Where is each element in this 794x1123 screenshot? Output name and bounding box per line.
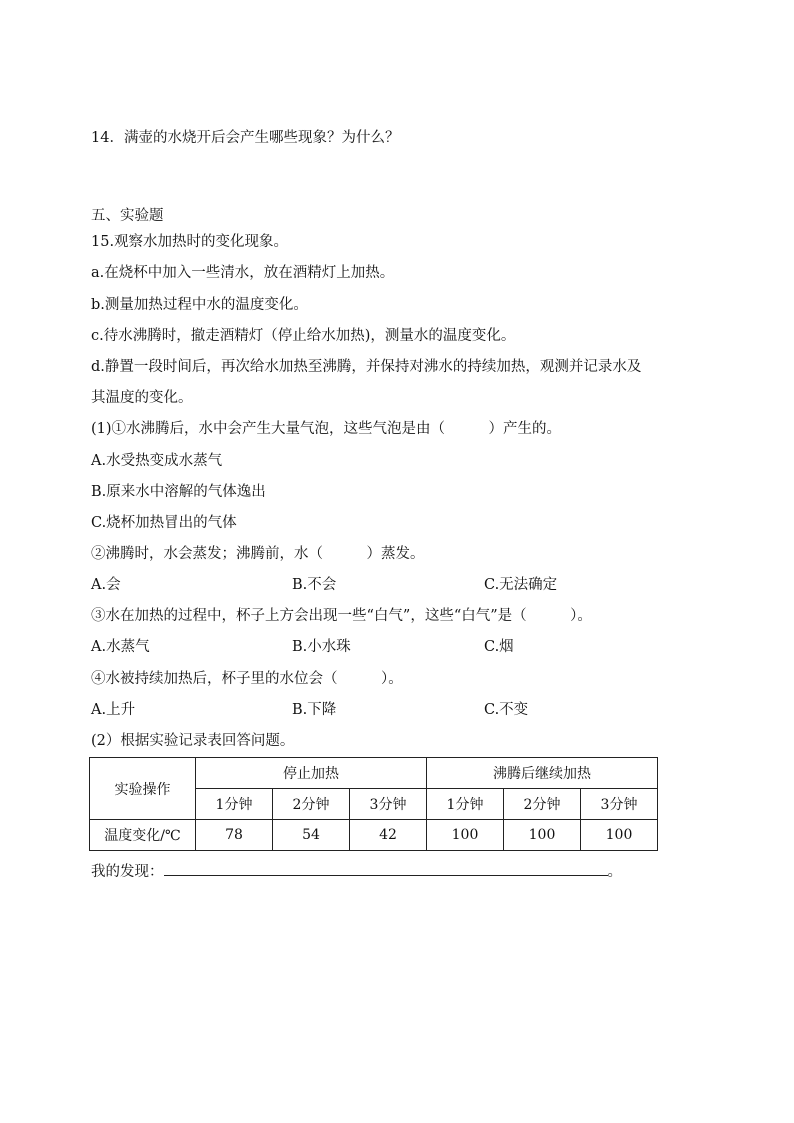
option-a: A.水蒸气 bbox=[91, 639, 150, 655]
table-time: 2分钟 bbox=[504, 789, 581, 820]
step-b: b.测量加热过程中水的温度变化。 bbox=[91, 297, 308, 313]
section-title: 五、实验题 bbox=[91, 208, 164, 224]
option-b: B.小水珠 bbox=[292, 639, 351, 655]
finding-end: 。 bbox=[607, 864, 622, 880]
option-a: A.上升 bbox=[91, 702, 136, 718]
table-value: 42 bbox=[350, 820, 427, 851]
step-d-cont: 其温度的变化。 bbox=[91, 390, 193, 406]
step-c: c.待水沸腾时，撤走酒精灯（停止给水加热)，测量水的温度变化。 bbox=[91, 328, 516, 344]
table-group-continue: 沸腾后继续加热 bbox=[427, 758, 658, 789]
table-time: 1分钟 bbox=[427, 789, 504, 820]
question-15-title: 15.观察水加热时的变化现象。 bbox=[91, 234, 289, 250]
table-value: 78 bbox=[196, 820, 273, 851]
sub-question-3: ③水在加热的过程中，杯子上方会出现一些“白气”，这些“白气”是（ ）。 bbox=[91, 608, 592, 624]
finding-answer-blank[interactable] bbox=[164, 860, 608, 876]
option-b: B.不会 bbox=[292, 577, 337, 593]
sub-q4-options bbox=[91, 700, 691, 720]
option-a: A.会 bbox=[91, 577, 121, 593]
sub-q3-options bbox=[91, 637, 691, 657]
finding-label: 我的发现： bbox=[91, 864, 164, 880]
step-d: d.静置一段时间后，再次给水加热至沸腾，并保持对沸水的持续加热，观测并记录水及 bbox=[91, 359, 642, 375]
question-14: 14．满壶的水烧开后会产生哪些现象？为什么？ bbox=[91, 130, 400, 146]
sub-q1-option-c: C.烧杯加热冒出的气体 bbox=[91, 515, 237, 531]
option-c: C.无法确定 bbox=[484, 577, 558, 593]
table-time: 3分钟 bbox=[581, 789, 658, 820]
table-value: 100 bbox=[427, 820, 504, 851]
sub-q1-option-a: A.水受热变成水蒸气 bbox=[91, 453, 223, 469]
sub-question-4: ④水被持续加热后，杯子里的水位会（ ）。 bbox=[91, 671, 403, 687]
sub-question-1: (1)①水沸腾后，水中会产生大量气泡，这些气泡是由（ ）产生的。 bbox=[91, 421, 562, 437]
sub-q1-option-b: B.原来水中溶解的气体逸出 bbox=[91, 484, 266, 500]
record-table bbox=[89, 757, 658, 851]
table-value: 100 bbox=[504, 820, 581, 851]
table-value: 54 bbox=[273, 820, 350, 851]
option-b: B.下降 bbox=[292, 702, 337, 718]
table-time: 3分钟 bbox=[350, 789, 427, 820]
step-a: a.在烧杯中加入一些清水，放在酒精灯上加热。 bbox=[91, 265, 395, 281]
finding-row bbox=[91, 860, 622, 882]
option-c: C.烟 bbox=[484, 639, 514, 655]
sub-question-2-prompt: (2）根据实验记录表回答问题。 bbox=[91, 733, 295, 749]
sub-question-2: ②沸腾时，水会蒸发；沸腾前，水（ ）蒸发。 bbox=[91, 546, 425, 562]
table-time: 1分钟 bbox=[196, 789, 273, 820]
table-value: 100 bbox=[581, 820, 658, 851]
table-time: 2分钟 bbox=[273, 789, 350, 820]
table-corner: 实验操作 bbox=[90, 758, 196, 820]
sub-q2-options bbox=[91, 575, 691, 595]
table-group-stop: 停止加热 bbox=[196, 758, 427, 789]
option-c: C.不变 bbox=[484, 702, 529, 718]
table-row-label: 温度变化/℃ bbox=[90, 820, 196, 851]
